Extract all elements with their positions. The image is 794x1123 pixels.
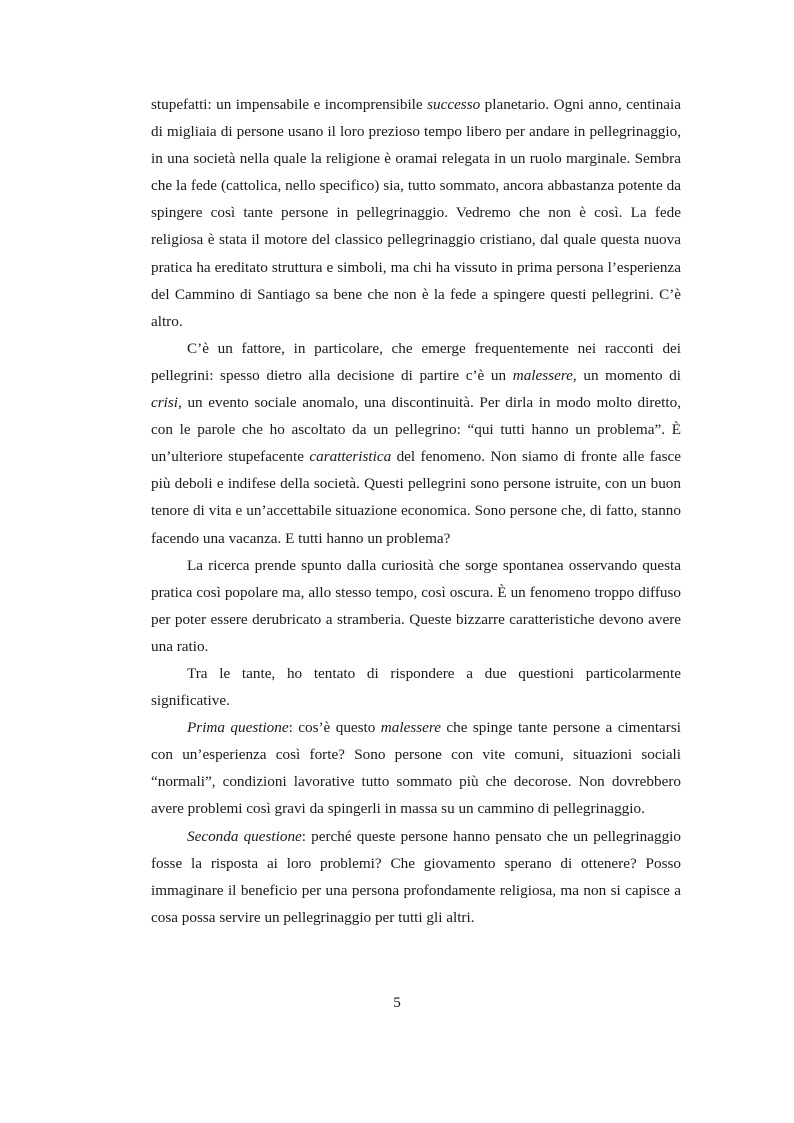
page-number: 5 (393, 994, 401, 1011)
text-run: Tra le tante, ho tentato di rispondere a due questioni particolarmente significative. (151, 664, 681, 710)
text-run: : cos’è questo (288, 719, 381, 737)
text-run-italic: Seconda questione (187, 827, 302, 845)
text-run-italic: Prima questione (187, 719, 289, 737)
paragraph (151, 552, 681, 660)
paragraph (151, 91, 681, 335)
text-run: C’è un fattore, in particolare, che emerge frequentemente nei racconti dei pellegrini: spesso dietro alla decisione di partire c’è un (151, 339, 681, 384)
text-run: stupefatti: un impensabile e incomprensibile (151, 96, 428, 113)
text-run-italic: crisi (151, 394, 179, 412)
text-run: del fenomeno. Non siamo di fronte alle fasce più deboli e indifese della società. Questi pellegrini sono persone istruite, con un buon tenore di vita e un’accettabile situazione economica. Sono persone che, di fatto, stanno facendo una vacanza. E tutti hanno un problema? (151, 448, 681, 547)
text-run-italic: malessere (512, 366, 573, 384)
text-run: che spinge tante persone a cimentarsi con un’esperienza così forte? Sono persone con vite comuni, situazioni sociali “normali”, condizioni lavorative tutto sommato più che decorose. Non dovrebbero avere problemi così gravi da spingerli in massa su un cammino di pellegrinaggio. (151, 719, 681, 818)
paragraph (151, 714, 681, 822)
text-run-italic: malessere (380, 719, 441, 737)
text-run: , un momento di (572, 366, 681, 384)
paragraph (151, 335, 681, 552)
paragraph (151, 823, 681, 931)
text-run: , un evento sociale anomalo, una discontinuità. Per dirla in modo molto diretto, con le parole che ho ascoltato da un pellegrino: “qui tutti hanno un problema”. È un’ulteriore stupefacente (151, 394, 681, 466)
text-run-italic: caratteristica (309, 448, 392, 466)
text-run: : perché queste persone hanno pensato che un pellegrinaggio fosse la risposta ai loro problemi? Che giovamento sperano di ottenere? Posso immaginare il beneficio per una persona profondamente religiosa, ma non si capisce a cosa possa servire un pellegrinaggio per tutti gli altri. (151, 827, 681, 926)
text-run: planetario. Ogni anno, centinaia di migliaia di persone usano il loro prezioso tempo libero per andare in pellegrinaggio, in una società nella quale la religione è oramai relegata in un ruolo marginale. Sembra che la fede (cattolica, nello specifico) sia, tutto sommato, ancora abbastanza potente da spingere così tante persone in pellegrinaggio. Vedremo che non è così. La fede religiosa è stata il motore del classico pellegrinaggio cristiano, dal quale questa nuova pratica ha ereditato struttura e simboli, ma chi ha vissuto in prima persona l’esperienza del Cammino di Santiago sa bene che non è la fede a spingere questi pellegrini. C’è altro. (151, 96, 681, 330)
paragraph (151, 660, 681, 714)
text-run: La ricerca prende spunto dalla curiosità che sorge spontanea osservando questa pratica così popolare ma, allo stesso tempo, così oscura. È un fenomeno troppo diffuso per poter essere derubricato a stramberia. Queste bizzarre caratteristiche devono avere una ratio. (151, 556, 681, 655)
page-body (151, 91, 681, 931)
text-run-italic: successo (427, 96, 481, 113)
